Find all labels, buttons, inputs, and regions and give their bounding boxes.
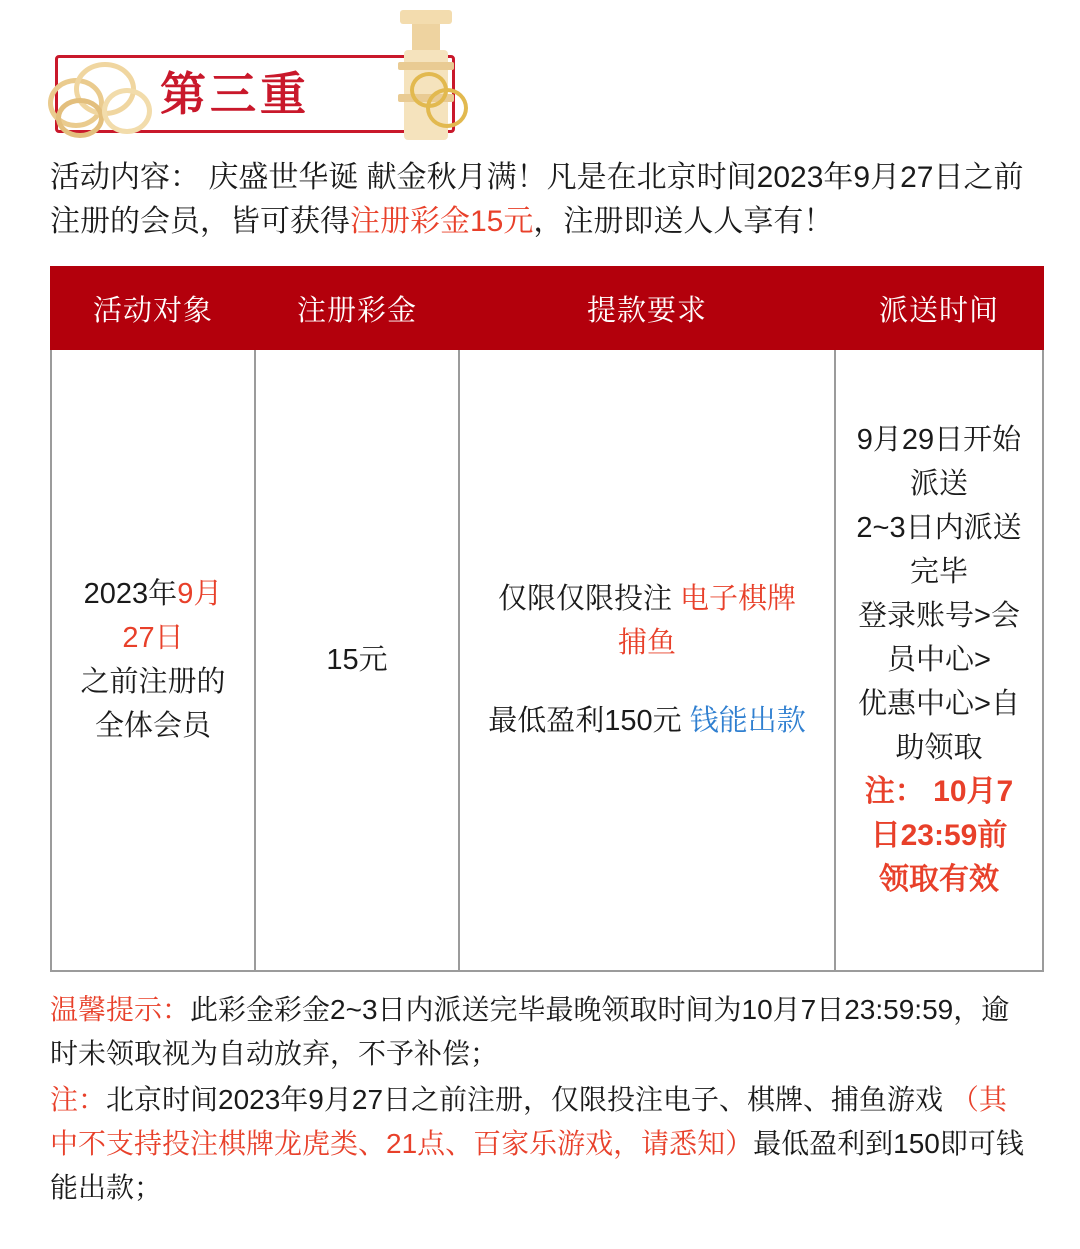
delivery-line-6: 员中心> [887, 644, 991, 676]
table-row [51, 349, 1043, 971]
object-line-2: 27日 [122, 622, 184, 654]
note-text-2: 最低盈利到150即可钱能出款； [50, 1128, 1024, 1203]
delivery-line-2: 派送 [909, 468, 968, 500]
banner-title: 第三重 [160, 69, 310, 120]
header-activity-object: 活动对象 [51, 267, 255, 349]
withdraw-line-1 [468, 577, 826, 621]
header-register-bonus: 注册彩金 [255, 267, 459, 349]
withdraw-line-1-highlight: 电子棋牌 [680, 583, 797, 615]
intro-highlight: 注册彩金15元 [350, 205, 534, 238]
object-line-1 [60, 572, 246, 616]
object-line-4: 全体会员 [94, 710, 211, 742]
withdraw-line-2: 捕鱼 [617, 627, 676, 659]
intro-paragraph [50, 156, 1030, 244]
banner [0, 0, 1080, 150]
table-header-row [51, 267, 1043, 349]
note-text-1: 北京时间2023年9月27日之前注册，仅限投注电子、棋牌、捕鱼游戏 [106, 1084, 951, 1115]
tip-label: 温馨提示： [50, 994, 191, 1025]
note-paragraph [50, 1078, 1030, 1210]
note-label: 注： [50, 1084, 107, 1115]
intro-suffix: ，注册即送人人享有！ [533, 205, 834, 238]
promo-table [50, 266, 1044, 972]
cloud-swirl-icon [48, 58, 158, 138]
delivery-note-line-2: 日23:59前 [870, 819, 1008, 852]
withdraw-line-3 [468, 699, 826, 743]
object-line-3: 之前注册的 [80, 666, 226, 698]
object-line-1-highlight: 9月 [177, 578, 223, 610]
object-line-1-pre: 2023年 [83, 578, 178, 610]
delivery-line-4: 完毕 [909, 556, 968, 588]
delivery-line-5: 登录账号>会 [858, 600, 1020, 632]
cloud-swirl-right-icon [408, 66, 468, 128]
cell-delivery-time [835, 349, 1043, 971]
header-withdraw-requirement: 提款要求 [459, 267, 835, 349]
note-text-highlight: （其中不支持投注棋牌龙虎类、21点、百家乐游戏，请悉知） [50, 1084, 1007, 1159]
withdraw-line-3-highlight: 钱能出款 [689, 705, 806, 737]
delivery-line-3: 2~3日内派送 [856, 512, 1022, 544]
delivery-note-line-1: 注： 10月7 [864, 775, 1014, 808]
cell-withdraw-requirement [459, 349, 835, 971]
delivery-line-8: 助领取 [895, 732, 983, 764]
withdraw-spacer [468, 665, 826, 699]
tip-paragraph [50, 988, 1030, 1076]
header-delivery-time: 派送时间 [835, 267, 1043, 349]
footer-notes [50, 988, 1030, 1210]
cell-register-bonus: 15元 [255, 349, 459, 971]
delivery-note-line-3: 领取有效 [879, 863, 999, 896]
delivery-line-7: 优惠中心>自 [858, 688, 1020, 720]
promo-table-wrapper [50, 266, 1030, 972]
withdraw-line-3-pre: 最低盈利150元 [488, 705, 690, 737]
withdraw-line-1-pre: 仅限仅限投注 [497, 583, 681, 615]
delivery-line-1: 9月29日开始 [856, 424, 1022, 456]
tip-text: 此彩金彩金2~3日内派送完毕最晚领取时间为10月7日23:59:59，逾时未领取视为自动放弃，不予补偿； [50, 994, 1010, 1069]
intro-prefix: 活动内容： 庆盛世华诞 献金秋月满！凡是在北京时间2023年9月27日之前注册的会员，皆可获得 [50, 161, 1024, 238]
cell-activity-object [51, 349, 255, 971]
